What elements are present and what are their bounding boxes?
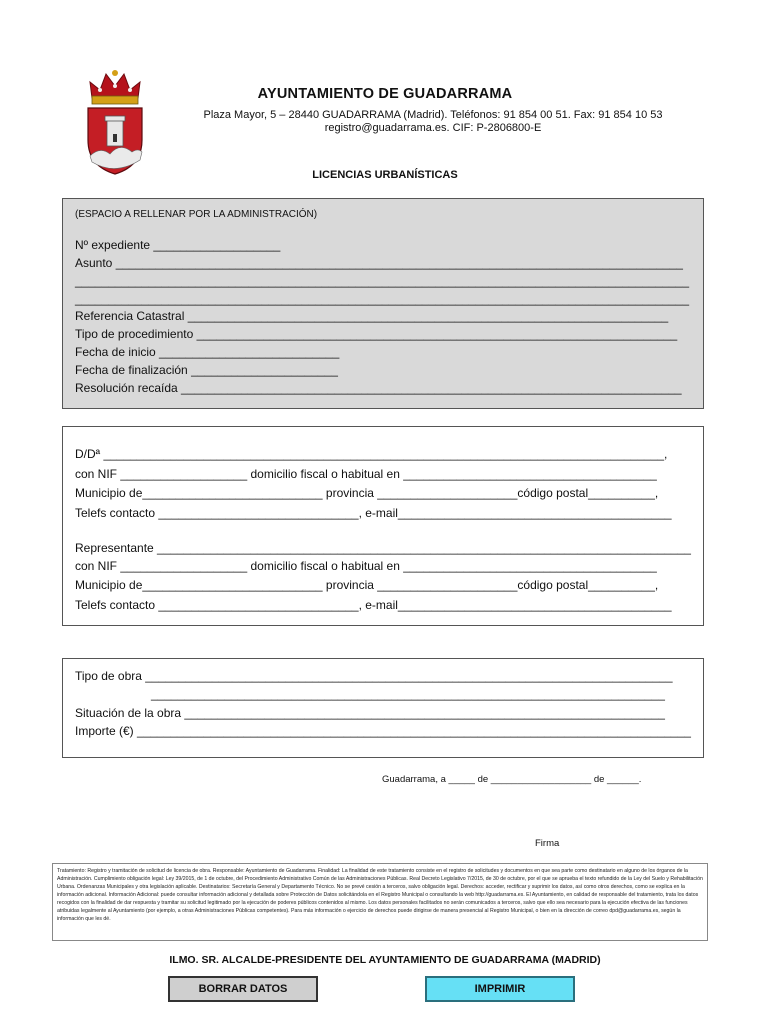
- applicant-nif-field[interactable]: con NIF ___________________ domicilio fiscal o habitual en ______________________________________: [75, 467, 657, 481]
- tipo-obra-field[interactable]: Tipo de obra _______________________________________________________________________________: [75, 669, 673, 683]
- expediente-field[interactable]: Nº expediente ___________________: [75, 238, 281, 252]
- importe-field[interactable]: Importe (€) ___________________________________________________________________________________: [75, 724, 691, 738]
- representative-nif-field[interactable]: con NIF ___________________ domicilio fiscal o habitual en ______________________________________: [75, 559, 657, 573]
- coat-of-arms-logo: [80, 68, 150, 176]
- clear-data-button[interactable]: BORRAR DATOS: [168, 976, 318, 1002]
- representative-name-field[interactable]: Representante ________________________________________________________________________________: [75, 541, 691, 555]
- situacion-obra-field[interactable]: Situación de la obra ________________________________________________________________________: [75, 706, 665, 720]
- asunto-continuation-2[interactable]: ____________________________________________________________________________________________: [75, 292, 689, 306]
- data-protection-notice: Tratamiento: Registro y tramitación de solicitud de licencia de obra. Responsable: Ayuntamiento de Guadarrama. Finalidad: La finalidad de este tratamiento consiste en el registro de solicitudes y documentos en que sea parte como destinatario en alguno de los órganos de la Administración. Cumplimiento obligación legal: Ley 39/2015, de 1 de octubre, del Procedimiento Administrativo Común de las Administraciones Públicas. Real Decreto Legislativo 7/2015, de 30 de octubre, por el que se aprueba el texto refundido de la Ley del Suelo y Rehabilitación Urbana. Ordenanzas Municipales y otra legislación aplicable. Destinatarios: Secretaría General y Departamento Técnico. No se prevé cesión a terceros, salvo obligación legal. Derechos: acceder, rectificar y suprimir los datos, así como otros derechos, como se explica en la información adicional. Información Adicional: puede consultar información adicional y detallada sobre Protección de Datos solicitándola en el Registro Municipal o consultando la web http://guadarrama.es. El Ayuntamiento, en calidad de responsable del tratamiento, trata los datos recogidos con la finalidad de dar respuesta y tramitar su solicitud legitimado por la ejecución de poderes públicos contenidos al mismo. Los datos personales facilitados no serán comunicados a terceros, salvo que ello sea necesario para la ejecución efectiva de las funciones atribuidas legalmente al Ayuntamiento (por ejemplo, a otras Administraciones Públicas competentes). Para más información o ejercicio de derechos puede dirigirse de manera presencial al Registro Municipal, o bien en la dirección de correo dpd@guadarrama.es, según la información que les dé.: [52, 863, 708, 941]
- tipo-obra-continuation[interactable]: _____________________________________________________________________________: [151, 687, 665, 701]
- work-section: [62, 658, 704, 758]
- fecha-finalizacion-field[interactable]: Fecha de finalización ______________________: [75, 363, 338, 377]
- date-place-line[interactable]: Guadarrama, a _____ de ___________________ de ______.: [382, 774, 642, 785]
- resolucion-field[interactable]: Resolución recaída ___________________________________________________________________________: [75, 381, 682, 395]
- print-button[interactable]: IMPRIMIR: [425, 976, 575, 1002]
- address-line-2: registro@guadarrama.es. CIF: P-2806800-E: [324, 122, 542, 134]
- applicant-name-field[interactable]: D/Dª ____________________________________________________________________________________,: [75, 447, 668, 461]
- signature-label: Firma: [535, 838, 560, 849]
- fecha-inicio-field[interactable]: Fecha de inicio ___________________________: [75, 345, 340, 359]
- asunto-field[interactable]: Asunto _____________________________________________________________________________________: [75, 256, 683, 270]
- addressee-line: ILMO. SR. ALCALDE-PRESIDENTE DEL AYUNTAMIENTO DE GUADARRAMA (MADRID): [169, 954, 601, 966]
- form-title: LICENCIAS URBANÍSTICAS: [312, 169, 458, 181]
- referencia-catastral-field[interactable]: Referencia Catastral ________________________________________________________________________: [75, 309, 669, 323]
- municipality-address: [185, 109, 681, 135]
- representative-municipio-field[interactable]: Municipio de___________________________ provincia _____________________código postal__________,: [75, 578, 659, 592]
- admin-section: [62, 198, 704, 409]
- representative-telefs-field[interactable]: Telefs contacto ______________________________, e-mail_________________________________________: [75, 598, 672, 612]
- asunto-continuation-1[interactable]: ____________________________________________________________________________________________: [75, 274, 689, 288]
- tipo-procedimiento-field[interactable]: Tipo de procedimiento ________________________________________________________________________: [75, 327, 678, 341]
- applicant-section: [62, 426, 704, 626]
- applicant-telefs-field[interactable]: Telefs contacto ______________________________, e-mail_________________________________________: [75, 506, 672, 520]
- municipality-title: AYUNTAMIENTO DE GUADARRAMA: [257, 86, 513, 102]
- admin-heading: (ESPACIO A RELLENAR POR LA ADMINISTRACIÓN): [75, 209, 318, 220]
- address-line-1: Plaza Mayor, 5 – 28440 GUADARRAMA (Madrid). Teléfonos: 91 854 00 51. Fax: 91 854 10 53: [203, 109, 663, 121]
- applicant-municipio-field[interactable]: Municipio de___________________________ provincia _____________________código postal__________,: [75, 486, 659, 500]
